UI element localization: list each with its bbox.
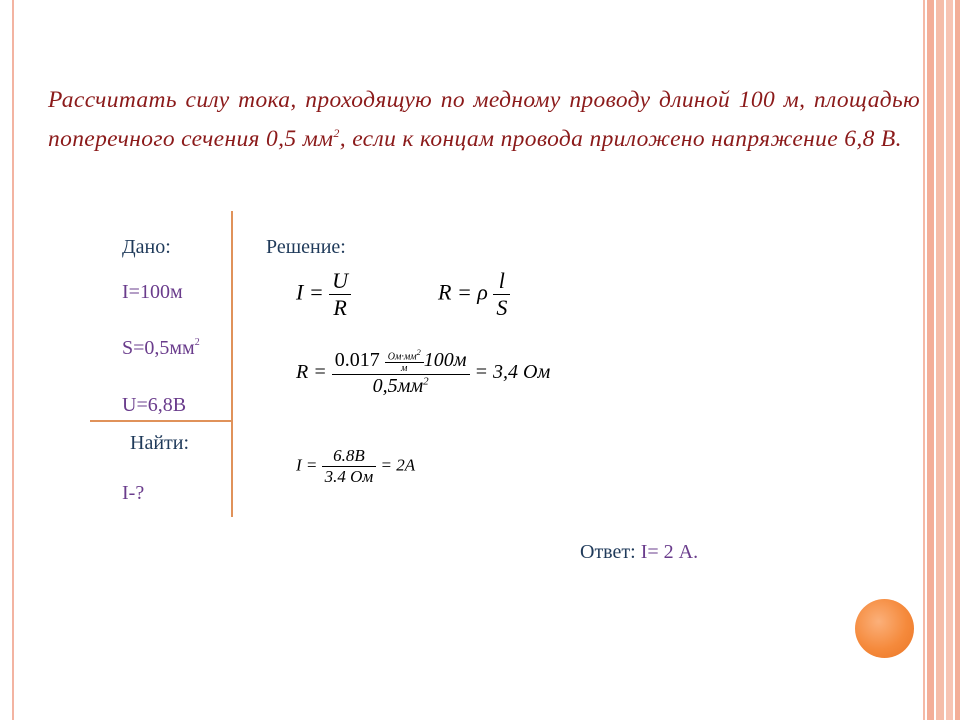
answer-value: I= 2 А.	[640, 541, 699, 563]
find-item: I-?	[122, 482, 145, 504]
resistance-calculation: R = 0.017 $\frac{Ом\cdot мм^2}{м}$ 100м $0,5мм^2$ = 3,4 Ом	[296, 348, 551, 398]
given-heading: Дано:	[122, 236, 171, 258]
answer-line: Ответ: I= 2 А.	[580, 541, 699, 563]
resistance-fraction: $\frac{l}{S}$	[493, 268, 510, 321]
current-calc-fraction: $\frac{6.8В}{3.4 Ом}$	[322, 446, 377, 487]
orange-circle-decoration	[855, 599, 914, 658]
right-decorative-stripes	[920, 0, 960, 720]
problem-sup: 2	[333, 126, 340, 140]
given-item-area: $S=0,5мм^2$	[122, 337, 200, 359]
given-item-length: I=100м	[122, 281, 183, 303]
problem-text-end: , если к концам провода приложено напряжение 6,8 В.	[339, 126, 902, 152]
left-border-line	[12, 0, 14, 720]
current-calculation: I = $\frac{6.8В}{3.4 Ом}$ = 2А	[296, 446, 416, 486]
ohm-law-fraction: $\frac{U}{R}$	[329, 268, 351, 321]
problem-statement	[48, 84, 920, 156]
given-item-voltage: U=6,8В	[122, 394, 187, 416]
unit-fraction: $\frac{Ом\cdot мм^2}{м}$	[385, 348, 424, 374]
problem-text-main: Рассчитать силу тока, проходящую по медному проводу длиной 100 м, площадью поперечного сечения 0,5 мм	[48, 87, 920, 152]
solution-heading: Решение:	[266, 236, 346, 258]
horizontal-divider	[90, 420, 233, 422]
resistance-formula: R = ρ $\frac{l}{S}$	[438, 268, 510, 321]
vertical-divider	[231, 211, 233, 517]
find-heading: Найти:	[130, 432, 190, 454]
ohm-law-formula: I = $\frac{U}{R}$	[296, 268, 351, 321]
resistance-calc-fraction: 0.017 $\frac{Ом\cdot мм^2}{м}$ 100м $0,5мм^2$	[332, 348, 470, 398]
